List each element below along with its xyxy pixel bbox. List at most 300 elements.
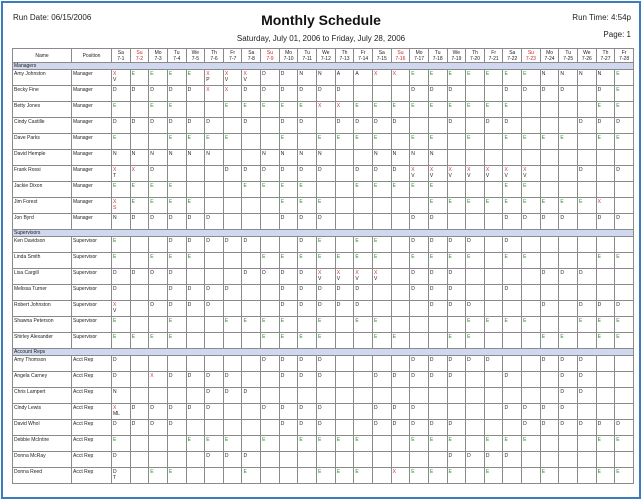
shift-code: N [299,151,304,157]
schedule-cell [559,237,578,253]
schedule-cell [410,333,429,349]
shift-code: E [187,71,191,77]
schedule-cell [391,468,410,484]
shift-code: D [523,87,527,93]
schedule-cell [503,404,522,420]
schedule-cell [428,134,447,150]
schedule-cell [112,253,131,269]
day-date: 7-16 [395,55,406,62]
shift-code: X [150,373,154,379]
shift-code: E [150,103,154,109]
day-of-week: Th [341,49,348,56]
schedule-cell [466,436,485,452]
shift-code: D [616,119,620,125]
schedule-cell [410,182,429,198]
shift-code: E [318,318,322,324]
shift-code: E [485,71,490,77]
shift-code: D [187,87,192,93]
shift-code: X [113,405,117,411]
schedule-cell [559,388,578,404]
schedule-cell [354,237,373,253]
schedule-cell [503,102,522,118]
schedule-cell [279,166,298,182]
schedule-cell [186,134,205,150]
shift-code: D [131,215,136,221]
schedule-cell [484,237,503,253]
shift-code: D [560,270,564,276]
table-row [13,404,634,420]
schedule-cell [484,317,503,333]
schedule-cell [112,317,131,333]
shift-code: X [373,270,378,276]
schedule-cell [615,436,634,452]
shift-code: X [224,87,229,93]
group-label: Account Reps [13,349,634,356]
schedule-cell [503,182,522,198]
schedule-cell [559,102,578,118]
schedule-cell [205,420,224,436]
schedule-cell [559,468,578,484]
schedule-cell [540,102,559,118]
shift-code: V [504,173,508,179]
schedule-cell [428,452,447,468]
schedule-cell [261,420,280,436]
schedule-cell [335,150,354,166]
schedule-cell [428,102,447,118]
schedule-cell [447,372,466,388]
schedule-cell [596,372,615,388]
schedule-cell [130,333,149,349]
shift-code: D [429,302,434,308]
schedule-cell [298,388,317,404]
run-time: Run Time: 4:54p [572,13,631,22]
schedule-cell [112,198,131,214]
shift-code: D [448,421,453,427]
schedule-cell [261,214,280,230]
shift-code: E [262,254,266,260]
employee-name: Betty Jones [13,102,72,118]
shift-code: V [467,173,471,179]
shift-code: N [187,151,192,157]
shift-code: E [616,334,620,340]
schedule-cell [261,102,280,118]
shift-code: D [243,167,248,173]
schedule-cell [149,182,168,198]
schedule-cell [503,166,522,182]
shift-code: V [448,173,452,179]
schedule-cell [205,333,224,349]
schedule-cell [596,468,615,484]
day-of-week: Fr [230,49,236,56]
schedule-cell [112,452,131,468]
shift-code: E [280,334,285,340]
shift-code: E [429,254,434,260]
schedule-cell [484,285,503,301]
employee-name: Amy Thomson [13,356,72,372]
shift-code: D [448,302,453,308]
schedule-cell [298,198,317,214]
table-row [13,452,634,468]
schedule-cell [354,214,373,230]
shift-code: E [485,199,490,205]
shift-code: X [318,103,322,109]
schedule-cell [372,452,391,468]
schedule-cell [261,253,280,269]
shift-code: D [597,421,602,427]
schedule-cell [186,333,205,349]
day-of-week: Mo [285,49,293,56]
day-header [242,49,261,63]
report-frame [1,1,641,499]
schedule-cell [615,134,634,150]
shift-code: D [523,405,527,411]
shift-code: E [206,437,210,443]
shift-code: E [485,318,490,324]
shift-code: E [299,183,303,189]
schedule-cell [112,420,131,436]
shift-code: D [504,373,509,379]
employee-name: Debbie McIntire [13,436,72,452]
schedule-cell [186,420,205,436]
shift-code: D [411,421,415,427]
schedule-cell [279,404,298,420]
shift-code: N [560,71,564,77]
schedule-cell [428,214,447,230]
table-row [13,182,634,198]
schedule-cell [522,285,541,301]
table-row [13,118,634,134]
schedule-cell [223,237,242,253]
shift-code: E [373,254,378,260]
day-header [223,49,242,63]
schedule-cell [503,317,522,333]
schedule-cell [428,70,447,86]
schedule-cell [261,118,280,134]
shift-code: D [467,238,471,244]
schedule-cell [335,388,354,404]
shift-code: E [429,469,434,475]
shift-code: D [373,421,378,427]
schedule-cell [130,198,149,214]
schedule-cell [186,198,205,214]
schedule-cell [596,356,615,372]
schedule-cell [447,388,466,404]
schedule-cell [354,372,373,388]
schedule-cell [335,269,354,285]
schedule-cell [484,86,503,102]
schedule-cell [559,166,578,182]
shift-code: E [113,183,117,189]
shift-code: X [224,71,229,77]
employee-name: David Hemple [13,150,72,166]
shift-code: E [467,135,471,141]
schedule-cell [578,317,597,333]
schedule-cell [167,86,186,102]
day-header [484,49,503,63]
shift-code: T [113,173,117,179]
shift-code: D [262,270,266,276]
employee-position: Supervisor [72,285,112,301]
schedule-cell [167,317,186,333]
shift-code: D [150,421,154,427]
day-header [559,49,578,63]
schedule-cell [372,118,391,134]
shift-code: D [280,286,285,292]
table-row [13,86,634,102]
schedule-cell [447,452,466,468]
schedule-cell [149,420,168,436]
shift-code: N [113,215,117,221]
employee-name: Cindy Lewis [13,404,72,420]
shift-code: D [150,215,154,221]
table-row [13,317,634,333]
schedule-table [12,48,634,484]
schedule-cell [540,372,559,388]
schedule-cell [466,86,485,102]
schedule-cell [428,333,447,349]
shift-code: D [206,286,210,292]
schedule-cell [372,166,391,182]
schedule-cell [130,102,149,118]
employee-name: Jim Forest [13,198,72,214]
page-number: Page: 1 [603,30,631,39]
schedule-cell [391,301,410,317]
schedule-cell [205,198,224,214]
shift-code: D [411,238,415,244]
shift-code: E [504,254,508,260]
schedule-cell [130,269,149,285]
schedule-cell [559,301,578,317]
schedule-cell [167,214,186,230]
schedule-cell [223,118,242,134]
shift-code: E [467,254,471,260]
schedule-cell [559,198,578,214]
schedule-cell [317,214,336,230]
schedule-cell [391,198,410,214]
schedule-cell [503,214,522,230]
shift-code: E [392,334,396,340]
shift-code: A [355,71,359,77]
schedule-cell [410,134,429,150]
schedule-cell [596,388,615,404]
schedule-cell [410,452,429,468]
shift-code: E [616,103,620,109]
shift-code: E [168,135,173,141]
schedule-cell [540,356,559,372]
schedule-cell [615,237,634,253]
shift-code: X [113,302,117,308]
shift-code: D [299,167,304,173]
shift-code: D [392,373,397,379]
shift-code: E [280,135,285,141]
shift-code: D [131,87,136,93]
shift-code: X [355,270,359,276]
schedule-cell [522,86,541,102]
shift-code: D [299,215,304,221]
schedule-cell [466,269,485,285]
schedule-cell [391,356,410,372]
shift-code: D [373,167,378,173]
schedule-cell [354,166,373,182]
schedule-cell [279,118,298,134]
schedule-cell [223,198,242,214]
employee-name: Angela Carney [13,372,72,388]
shift-code: E [280,254,285,260]
shift-code: D [206,453,210,459]
schedule-cell [261,150,280,166]
schedule-cell [615,70,634,86]
schedule-cell [167,269,186,285]
schedule-cell [540,86,559,102]
schedule-cell [596,214,615,230]
shift-code: E [485,437,490,443]
day-of-week: Fr [360,49,366,56]
shift-code: E [355,183,359,189]
schedule-cell [503,468,522,484]
schedule-cell [615,317,634,333]
shift-code: D [504,119,509,125]
schedule-cell [391,317,410,333]
shift-code: D [299,286,304,292]
employee-position: Supervisor [72,317,112,333]
shift-code: D [560,215,564,221]
schedule-cell [335,420,354,436]
schedule-cell [484,102,503,118]
schedule-cell [130,420,149,436]
shift-code: E [429,135,434,141]
schedule-cell [261,356,280,372]
shift-code: X [467,167,471,173]
schedule-cell [540,468,559,484]
day-of-week: Fr [491,49,496,56]
schedule-cell [354,269,373,285]
schedule-cell [186,404,205,420]
shift-code: E [429,183,434,189]
shift-code: D [579,270,583,276]
table-row [13,253,634,269]
schedule-cell [447,420,466,436]
shift-code: D [429,270,434,276]
schedule-cell [205,388,224,404]
shift-code: V [113,77,117,83]
schedule-cell [540,134,559,150]
schedule-cell [428,237,447,253]
shift-code: N [113,151,117,157]
shift-code: E [168,199,173,205]
employee-position: Acct Rep [72,372,112,388]
schedule-cell [372,150,391,166]
schedule-cell [167,301,186,317]
schedule-cell [596,134,615,150]
schedule-cell [335,317,354,333]
shift-code: E [373,103,378,109]
schedule-cell [279,237,298,253]
schedule-cell [596,301,615,317]
schedule-cell [149,285,168,301]
shift-code: E [355,254,359,260]
shift-code: E [448,437,452,443]
shift-code: D [318,215,322,221]
schedule-cell [205,301,224,317]
schedule-cell [615,404,634,420]
shift-code: D [448,453,453,459]
schedule-cell [149,102,168,118]
shift-code: E [355,437,359,443]
schedule-cell [428,468,447,484]
schedule-cell [186,182,205,198]
shift-code: D [373,405,378,411]
day-of-week: Fr [621,49,627,56]
shift-code: E [392,103,396,109]
day-date: 7-18 [432,55,443,62]
schedule-cell [167,404,186,420]
shift-code: N [131,151,136,157]
schedule-cell [130,468,149,484]
schedule-cell [298,134,317,150]
schedule-cell [167,134,186,150]
shift-code: E [411,437,415,443]
schedule-cell [596,182,615,198]
shift-code: E [187,199,191,205]
schedule-cell [428,372,447,388]
shift-code: N [299,71,304,77]
schedule-cell [447,118,466,134]
schedule-cell [261,285,280,301]
schedule-cell [186,269,205,285]
schedule-cell [484,436,503,452]
shift-code: E [597,469,601,475]
schedule-cell [167,237,186,253]
shift-code: E [262,318,266,324]
schedule-cell [540,237,559,253]
shift-code: E [523,318,527,324]
shift-code: D [411,373,415,379]
shift-code: E [616,135,620,141]
schedule-cell [447,317,466,333]
schedule-cell [167,150,186,166]
schedule-cell [223,404,242,420]
schedule-cell [242,317,261,333]
group-row [13,63,634,70]
schedule-cell [428,269,447,285]
schedule-cell [279,269,298,285]
schedule-cell [149,372,168,388]
shift-code: D [299,373,304,379]
schedule-cell [298,372,317,388]
shift-code: D [411,405,415,411]
schedule-cell [372,317,391,333]
shift-code: D [467,453,471,459]
schedule-cell [372,356,391,372]
schedule-cell [112,356,131,372]
schedule-cell [149,150,168,166]
shift-code: E [523,199,527,205]
schedule-cell [466,237,485,253]
shift-code: E [541,334,546,340]
shift-code: D [113,286,117,292]
schedule-cell [317,198,336,214]
schedule-cell [596,86,615,102]
schedule-cell [615,372,634,388]
shift-code: D [224,286,229,292]
schedule-cell [130,86,149,102]
schedule-cell [372,182,391,198]
day-header [522,49,541,63]
day-header [205,49,224,63]
schedule-cell [167,118,186,134]
table-row [13,70,634,86]
shift-code: ML [113,411,120,417]
